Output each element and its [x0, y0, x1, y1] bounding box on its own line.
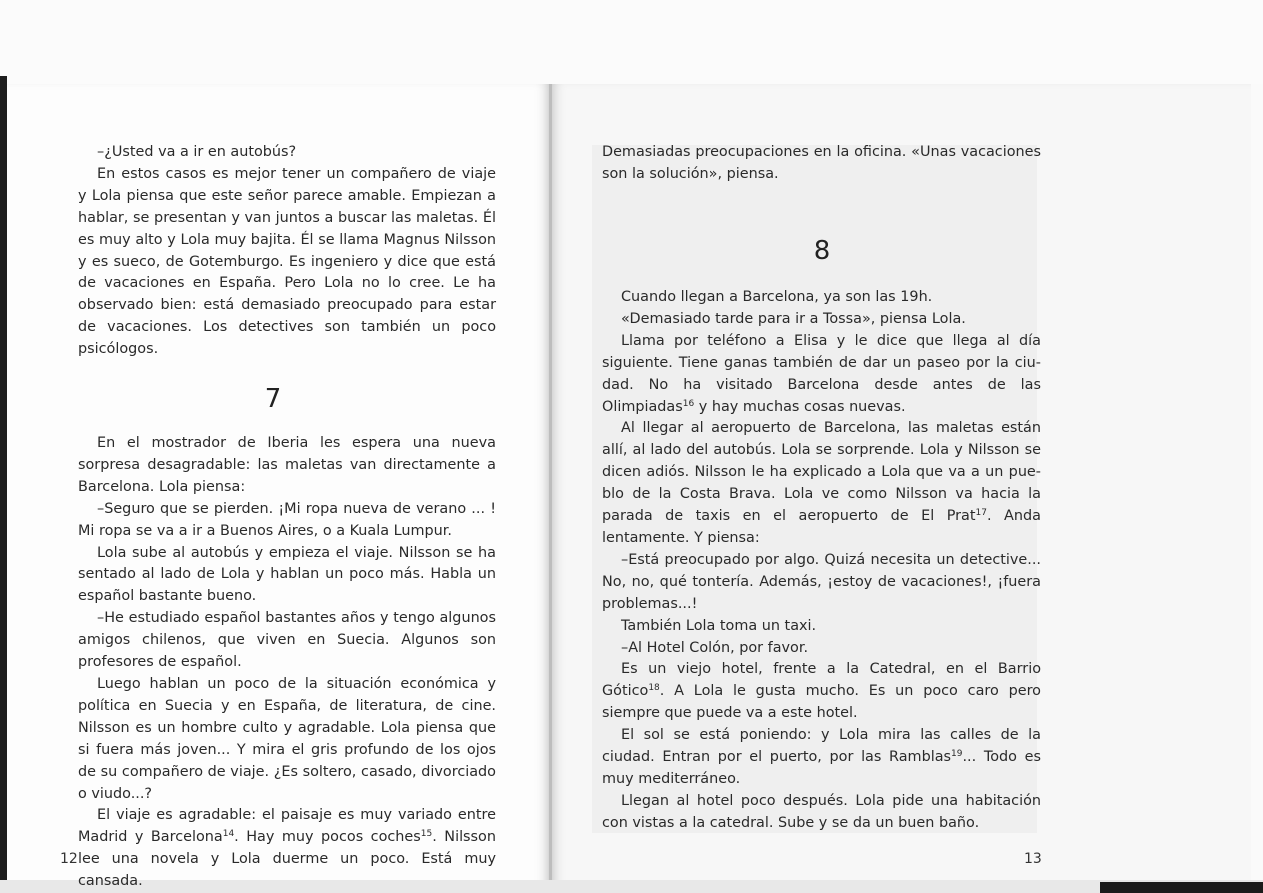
left-page-chapter-text — [78, 433, 496, 893]
paragraph: Luego hablan un poco de la situación económica y política en Suecia y en España, de literatura, de cine. Nilsson es un hombre culto y agradable. Lola piensa que si fuera más joven... Y mira el gris profundo de los ojos de su compañero de viaje. ¿Es soltero, casado, divorciado o viudo...? — [78, 675, 496, 802]
footnote-ref: 16 — [682, 398, 695, 409]
text-segment: El viaje es agradable: el paisaje es muy variado entre Madrid y Barcelona — [78, 807, 496, 846]
text-segment: . Nilsson lee una novela y Lola duerme un poco. Está muy cansada. — [78, 829, 496, 890]
footnote-ref: 18 — [648, 683, 660, 694]
paragraph — [602, 331, 1041, 419]
paragraph: Llegan al hotel poco después. Lola pide una habitación con vistas a la catedral. Sube y se da un buen baño. — [602, 792, 1041, 831]
paragraph: En estos casos es mejor tener un compañero de viaje y Lola piensa que este señor parece amable. Empiezan a hablar, se presentan y van juntos a buscar las maletas. Él es muy alto y Lola muy bajita. Él se llama Magnus Nilsson y es sueco, de Gotemburgo. Es ingeniero y dice que está de vacaciones en España. Pero Lola no lo cree. Le ha observado bien: está demasiado preocupado para estar de vacaciones. Los detectives son también un poco psicólogos. — [78, 165, 496, 358]
left-page-top-text — [78, 142, 496, 361]
paragraph — [602, 725, 1041, 791]
footnote-ref: 15 — [420, 829, 433, 840]
text-segment: Es un viejo hotel, frente a la Catedral, en el Barrio Gótico — [602, 661, 1041, 700]
text-segment: ... Todo es muy mediterráneo. — [602, 749, 1041, 787]
paragraph: En el mostrador de Iberia les espera una nueva sorpresa desagradable: las maletas van directamente a Barcelona. Lola piensa: — [78, 435, 496, 495]
page-number: 13 — [1024, 851, 1042, 867]
footnote-ref: 19 — [951, 749, 963, 760]
chapter-number: 7 — [264, 384, 282, 414]
chapter-number: 8 — [813, 236, 831, 266]
paragraph: Lola sube al autobús y empieza el viaje. Nilsson se ha sentado al lado de Lola y hablan un poco más. Habla un español bastante bueno. — [78, 544, 496, 605]
scan-edge-shadow — [0, 76, 7, 893]
paragraph: –Seguro que se pierden. ¡Mi ropa nueva de verano ... ! Mi ropa se va a ir a Buenos Aires, o a Kuala Lumpur. — [78, 500, 496, 539]
right-page-chapter-text — [602, 287, 1041, 835]
footnote-ref: 17 — [975, 508, 987, 519]
page-number: 12 — [60, 851, 78, 867]
right-page-top-text — [602, 142, 1041, 186]
paragraph — [602, 659, 1041, 725]
text-segment: y hay muchas cosas nuevas. — [694, 398, 906, 415]
book-gutter — [549, 84, 552, 890]
text-segment: . Hay muy pocos coches — [234, 829, 421, 846]
paragraph: –Está preocupado por algo. Quizá necesita un detective... No, no, qué tontería. Además, ¡estoy de vacaciones!, ¡fuera problemas...! — [602, 551, 1041, 612]
text-segment: . Anda lentamente. Y piensa: — [602, 508, 1041, 546]
paragraph: «Demasiado tarde para ir a Tossa», piensa Lola. — [621, 310, 966, 327]
paragraph: Demasiadas preocupaciones en la oficina. «Unas vacaciones son la solución», piensa. — [602, 144, 1041, 182]
paragraph: –Al Hotel Colón, por favor. — [621, 639, 809, 656]
paragraph: También Lola toma un taxi. — [621, 617, 817, 634]
text-segment: . A Lola le gusta mucho. Es un poco caro pero siempre que puede va a este hotel. — [602, 683, 1041, 722]
text-segment: Al llegar al aeropuerto de Barcelona, las maletas están allí, al lado del autobús. Lola se sorprende. Lola y Nilsson se dicen adiós. Nilsson le ha explicado a Lola que va a un pueblo de la Costa Brava. Lola ve como Nilsson va hacia la parada de taxis en el aeropuerto de El Prat — [602, 420, 1041, 525]
paragraph: Cuando llegan a Barcelona, ya son las 19h. — [621, 289, 933, 305]
text-segment: Llama por teléfono a Elisa y le dice que llega al día siguiente. Tiene ganas también de dar un paseo por la ciudad. No ha visitado Barcelona desde antes de las Olimpiadas — [602, 332, 1041, 415]
scanner-bottom-edge — [1100, 882, 1263, 893]
scanner-background — [0, 0, 1263, 84]
paragraph — [78, 805, 496, 893]
paragraph: –¿Usted va a ir en autobús? — [97, 144, 297, 160]
text-segment: El sol se está poniendo: y Lola mira las calles de la ciudad. Entran por el puerto, por las Ramblas — [602, 727, 1041, 766]
paragraph — [602, 418, 1041, 549]
paragraph: –He estudiado español bastantes años y tengo algunos amigos chilenos, que viven en Suecia. Algunos son profesores de español. — [78, 610, 496, 671]
footnote-ref: 14 — [222, 829, 235, 840]
